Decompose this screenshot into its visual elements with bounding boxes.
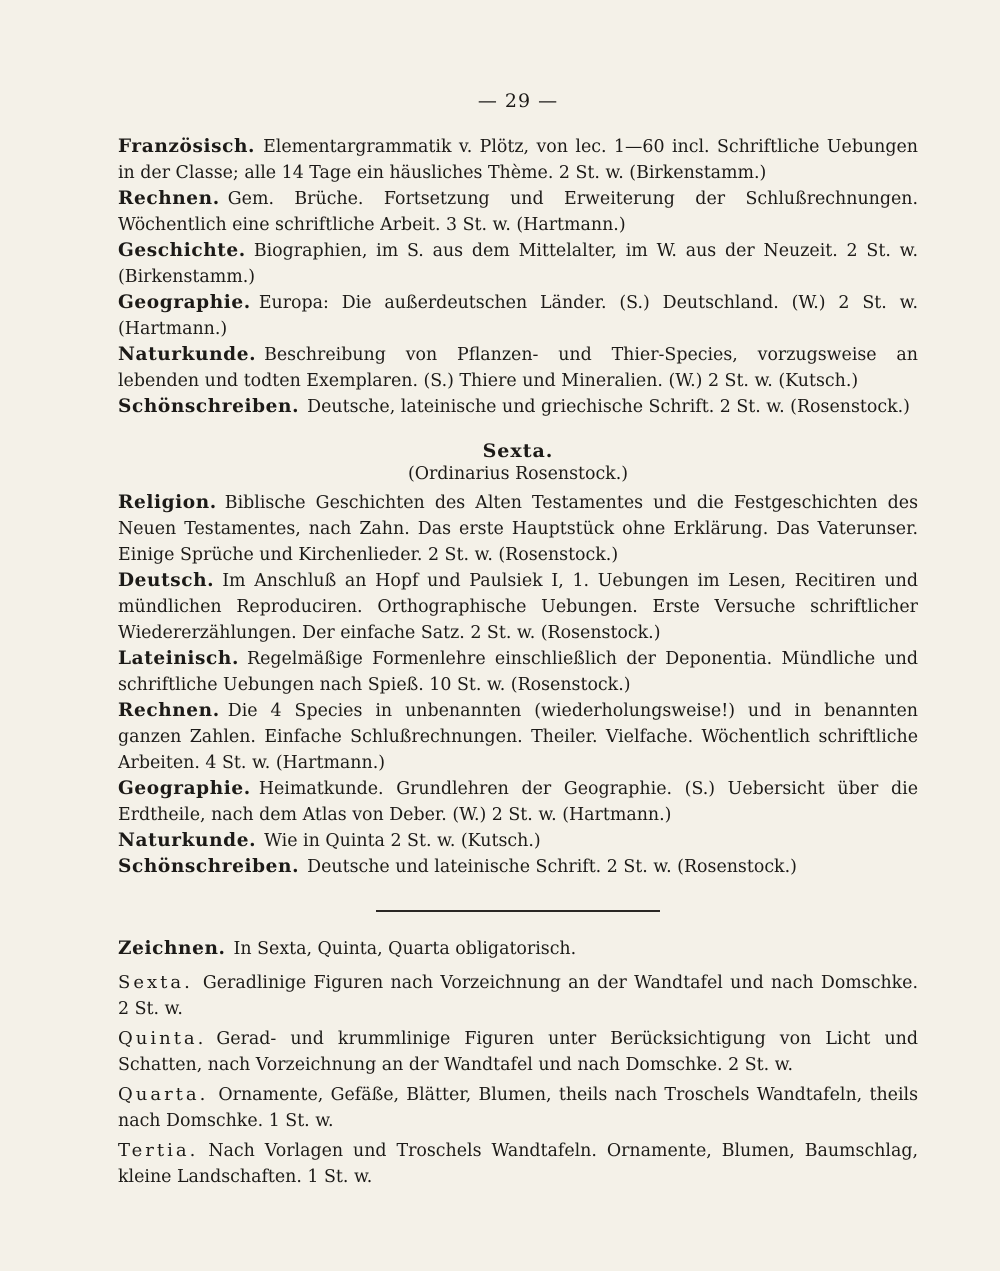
subject-text: Die 4 Species in unbenannten (wiederholungsweise!) und in benannten ganzen Zahlen. Einfache Schlußrechnungen. Theiler. Vielfache. Wöchentlich schriftliche Arbeiten. 4 St. w. (Hartmann.) [118, 701, 918, 773]
subject-entry [118, 238, 918, 290]
subject-entry [118, 828, 918, 854]
subject-text: Biblische Geschichten des Alten Testamentes und die Festgeschichten des Neuen Testamentes, nach Zahn. Das erste Hauptstück ohne Erklärung. Das Vaterunser. Einige Sprüche und Kirchenlieder. 2 St. w. (Rosenstock.) [118, 493, 918, 565]
subject-entry [118, 646, 918, 698]
subject-text: Regelmäßige Formenlehre einschließlich der Deponentia. Mündliche und schriftliche Uebungen nach Spieß. 10 St. w. (Rosenstock.) [118, 649, 918, 695]
section-subtitle: (Ordinarius Rosenstock.) [407, 464, 629, 484]
subject-heading: Schönschreiben. [118, 396, 300, 417]
subject-entry [118, 776, 918, 828]
class-text: Geradlinige Figuren nach Vorzeichnung an der Wandtafel und nach Domschke. 2 St. w. [118, 973, 918, 1019]
subject-text: Europa: Die außerdeutschen Länder. (S.) Deutschland. (W.) 2 St. w. (Hartmann.) [118, 293, 918, 339]
subject-heading: Naturkunde. [118, 344, 257, 365]
subject-text: Im Anschluß an Hopf und Paulsiek I, 1. Uebungen im Lesen, Recitiren und mündlichen Reproduciren. Orthographische Uebungen. Erste Versuche schriftlicher Wiedererzählungen. Der einfache Satz. 2 St. w. (Rosenstock.) [118, 571, 918, 643]
subject-text: Wie in Quinta 2 St. w. (Kutsch.) [264, 831, 541, 851]
upper-subjects [118, 134, 918, 420]
zeichnen-entry [118, 936, 918, 962]
subject-heading: Geographie. [118, 292, 251, 313]
drawing-class-entry [118, 970, 918, 1022]
subject-heading: Geschichte. [118, 240, 246, 261]
subject-text: Deutsche und lateinische Schrift. 2 St. w. (Rosenstock.) [307, 857, 797, 877]
page-number: — 29 — [477, 90, 559, 112]
subject-heading: Lateinisch. [118, 648, 239, 669]
drawing-class-entry [118, 1026, 918, 1078]
subject-heading: Rechnen. [118, 700, 220, 721]
zeichnen-items [118, 970, 918, 1190]
subject-heading: Deutsch. [118, 570, 215, 591]
class-text: Gerad- und krummlinige Figuren unter Berücksichtigung von Licht und Schatten, nach Vorzeichnung an der Wandtafel und nach Domschke. 2 St. w. [118, 1029, 918, 1075]
subject-text: Heimatkunde. Grundlehren der Geographie. (S.) Uebersicht über die Erdtheile, nach dem Atlas von Deber. (W.) 2 St. w. (Hartmann.) [118, 779, 918, 825]
subject-entry [118, 568, 918, 646]
subject-entry [118, 134, 918, 186]
subject-entry [118, 394, 918, 420]
subject-entry [118, 854, 918, 880]
subject-text: Deutsche, lateinische und griechische Schrift. 2 St. w. (Rosenstock.) [307, 397, 910, 417]
drawing-class-entry [118, 1138, 918, 1190]
subject-text: In Sexta, Quinta, Quarta obligatorisch. [233, 939, 577, 959]
subject-text: Beschreibung von Pflanzen- und Thier-Species, vorzugsweise an lebenden und todten Exemplaren. (S.) Thiere und Mineralien. (W.) 2 St. w. (Kutsch.) [118, 345, 918, 391]
subject-heading: Geographie. [118, 778, 251, 799]
subject-heading: Religion. [118, 492, 217, 513]
subject-entry [118, 490, 918, 568]
subject-text: Elementargrammatik v. Plötz, von lec. 1—60 incl. Schriftliche Uebungen in der Classe; alle 14 Tage ein häusliches Thème. 2 St. w. (Birkenstamm.) [118, 137, 918, 183]
class-text: Nach Vorlagen und Troschels Wandtafeln. Ornamente, Blumen, Baumschlag, kleine Landschaften. 1 St. w. [118, 1141, 918, 1187]
subject-entry [118, 342, 918, 394]
subject-entry [118, 698, 918, 776]
section-title-sexta: Sexta. [482, 440, 554, 462]
section-divider [376, 910, 660, 912]
class-label: Sexta. [118, 972, 193, 993]
sexta-subjects [118, 490, 918, 880]
subject-heading: Zeichnen. [118, 938, 226, 959]
subject-heading: Rechnen. [118, 188, 220, 209]
subject-heading: Französisch. [118, 136, 256, 157]
class-text: Ornamente, Gefäße, Blätter, Blumen, theils nach Troschels Wandtafeln, theils nach Domschke. 1 St. w. [118, 1085, 918, 1131]
class-label: Quarta. [118, 1084, 209, 1105]
subject-heading: Schönschreiben. [118, 856, 300, 877]
class-label: Quinta. [118, 1028, 207, 1049]
class-label: Tertia. [118, 1140, 199, 1161]
subject-text: Gem. Brüche. Fortsetzung und Erweiterung der Schlußrechnungen. Wöchentlich eine schriftliche Arbeit. 3 St. w. (Hartmann.) [118, 189, 918, 235]
subject-text: Biographien, im S. aus dem Mittelalter, im W. aus der Neuzeit. 2 St. w. (Birkenstamm.) [118, 241, 918, 287]
drawing-class-entry [118, 1082, 918, 1134]
subject-entry [118, 290, 918, 342]
subject-entry [118, 186, 918, 238]
subject-heading: Naturkunde. [118, 830, 257, 851]
